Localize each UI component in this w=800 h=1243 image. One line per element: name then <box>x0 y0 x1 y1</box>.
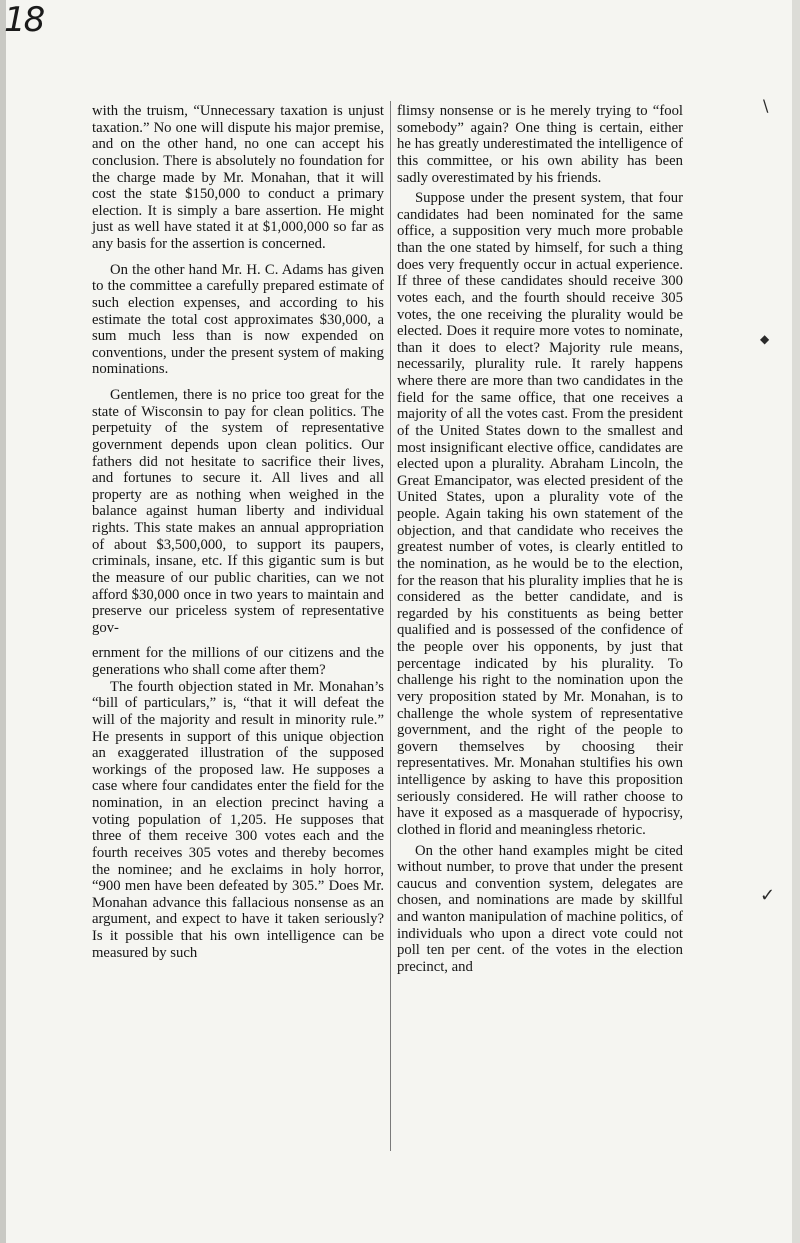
right-page-edge <box>792 0 800 1243</box>
paragraph-fourth-objection: The fourth objection stated in Mr. Monahan’s “bill of particulars,” is, “that it will defeat the will of the majority and result in minority rule.” He presents in support of this unique objection an exaggerated illustration of the supposed workings of the proposed law. He supposes a case where four candidates enter the field for the nomination, in an election precinct having a voting population of 1,205. He supposes that three of them receive 300 votes each and the fourth receives 305 votes and thereby becomes the nominee; and he exclaims in holy horror, “900 men have been defeated by 305.” Does Mr. Monahan advance this fallacious nonsense as an argument, and expect to have it taken seriously? Is it possible that his own intelligence can be measured by such <box>92 678 384 961</box>
paragraph-machine-politics: On the other hand examples might be cited without number, to prove that under the present caucus and convention system, delegates are chosen, and nominations are made by skillful and wanton manipulation of machine politics, of individuals who upon a direct vote could not poll ten per cent. of the votes in the election precinct, and <box>397 842 683 975</box>
left-text-column <box>92 103 384 961</box>
paragraph-truism: with the truism, “Unnecessary taxation is unjust taxation.” No one will dispute his major premise, and on the other hand, no one can accept his conclusion. There is absolutely no foundation for the charge made by Mr. Monahan, that it will cost the state $150,000 to conduct a primary election. It is simply a bare assertion. He might just as well have stated it at $1,000,000 so far as any basis for the assertion is concerned. <box>92 103 384 252</box>
margin-dot-mark: ◆ <box>760 332 770 346</box>
left-page-edge <box>0 0 6 1243</box>
paragraph-government-continuation: ernment for the millions of our citizens and the generations who shall come after them? <box>92 645 384 678</box>
margin-mark-top: \ <box>763 96 769 115</box>
margin-mark-bottom: ✓ <box>760 885 776 906</box>
paragraph-clean-politics: Gentlemen, there is no price too great for the state of Wisconsin to pay for clean politics. The perpetuity of the system of representative government depends upon clean politics. Our fathers did not hesitate to sacrifice their lives, and fortunes to secure it. All lives and all property are as nothing when weighed in the balance against human liberty and individual rights. This state makes an annual appropriation of about $3,500,000, to support its paupers, criminals, insane, etc. If this gigantic sum is but the measure of our public charities, can we not afford $30,000 once in two years to maintain and preserve our priceless system of representative gov- <box>92 387 384 636</box>
column-divider <box>390 101 391 1151</box>
paragraph-flimsy-nonsense: flimsy nonsense or is he merely trying to “fool somebody” again? One thing is certain, either he has greatly underestimated the intelligence of this committee, or his own ability has been sadly overestimated by his friends. <box>397 103 683 186</box>
right-text-column <box>397 103 683 976</box>
paragraph-plurality-rule: Suppose under the present system, that four candidates had been nominated for the same office, a supposition very much more probable than the one stated by himself, for such a thing does very frequently occur in actual experience. If three of these candidates should receive 300 votes each, and the fourth should receive 305 votes, the one receiving the plurality would be elected. Does it require more votes to nominate, than it does to elect? Majority rule means, necessarily, plurality rule. It rarely happens where there are more than two candidates in the field for the same office, that one receives a majority of all the votes cast. From the president of the United States down to the smallest and most insignificant elective office, candidates are elected upon a plurality. Abraham Lincoln, the Great Emancipator, was elected president of the United States, upon a plurality vote of the people. Again taking his own statement of the objection, and that candidate who receives the greatest number of votes, is clearly entitled to the nomination, as he would be to the election, for the reason that his plurality implies that he is considered as the better candidate, and is regarded by his constituents as being better qualified and is possessed of the confidence of the people over his opponents, by just that percentage indicated by his plurality. To challenge his right to the nomination upon the very proposition stated by Mr. Monahan, is to challenge the whole system of representative government, and the right of the people to govern themselves by choosing their representatives. Mr. Monahan stultifies his own intelligence by asking to have this proposition seriously considered. He will rather choose to have it exposed as a masquerade of hypocrisy, clothed in florid and meaningless rhetoric. <box>397 190 683 838</box>
paragraph-adams-estimate: On the other hand Mr. H. C. Adams has given to the committee a carefully prepared estimate of such election expenses, and according to his estimate the total cost approximates $30,000, a sum much less than is now expended on conventions, under the present system of making nominations. <box>92 261 384 378</box>
page-number: 18 <box>4 0 44 40</box>
